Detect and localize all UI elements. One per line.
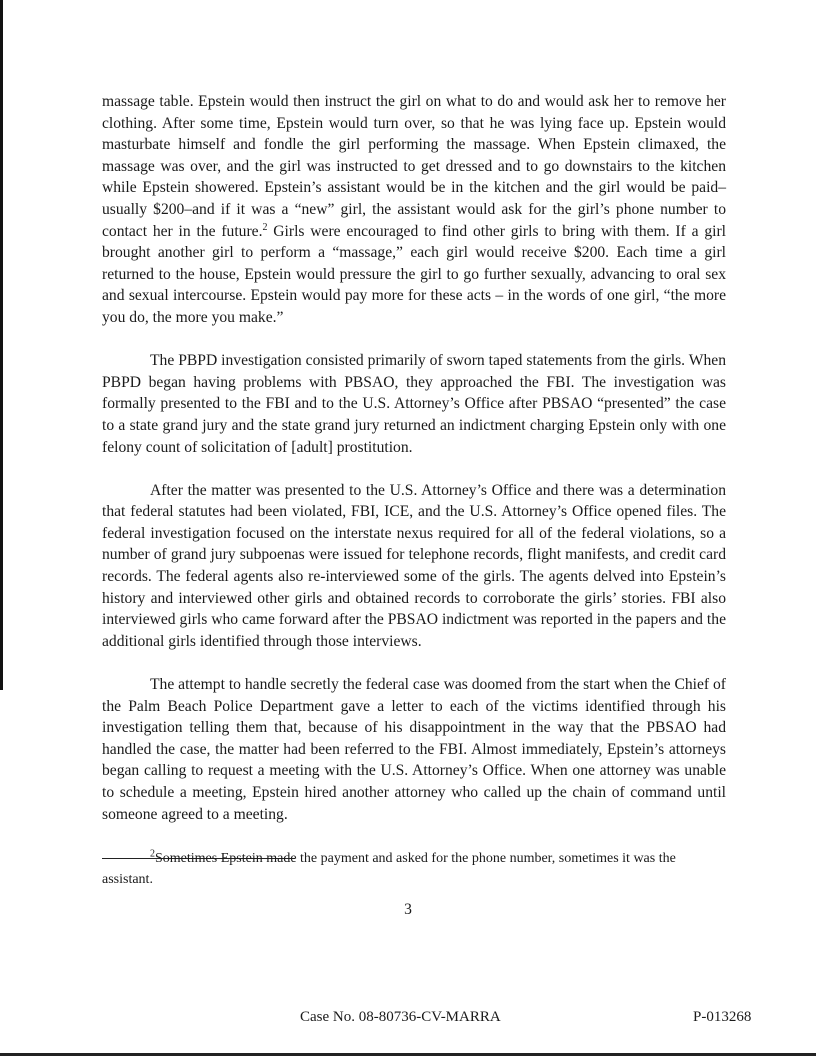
paragraph-1: [102, 91, 726, 329]
case-number: Case No. 08-80736-CV-MARRA: [300, 1009, 501, 1025]
bates-number: P-013268: [693, 1009, 752, 1025]
document-body: [102, 91, 726, 847]
footnote-marker: 2: [150, 848, 155, 860]
footnote: [102, 848, 726, 890]
paragraph-2: The PBPD investigation consisted primarily of sworn taped statements from the girls. When PBPD began having problems with PBSAO, they approached the FBI. The investigation was formally presented to the FBI and to the U.S. Attorney’s Office after PBSAO “presented” the case to a state grand jury and the state grand jury returned an indictment charging Epstein only with one felony count of solicitation of [adult] prostitution.: [102, 352, 726, 456]
paragraph-3: After the matter was presented to the U.S. Attorney’s Office and there was a determination that federal statutes had been violated, FBI, ICE, and the U.S. Attorney’s Office opened files. The federal investigation focused on the interstate nexus required for all of the federal violations, so a number of grand jury subpoenas were issued for telephone records, flight manifests, and credit card records. The federal agents also re-interviewed some of the girls. The agents delved into Epstein’s history and interviewed other girls and obtained records to corroborate the girls’ stories. FBI also interviewed girls who came forward after the PBSAO indictment was reported in the papers and the additional girls identified through those interviews.: [102, 481, 726, 650]
page-number: 3: [404, 901, 412, 918]
paragraph-1-text-after-ref: Girls were encouraged to find other girls to bring with them. If a girl brought another girl to perform a “massage,” each girl would receive $200. Each time a girl returned to the house, Epstein would pressure the girl to go further sexually, advancing to oral sex and sexual intercourse. Epstein would pay more for these acts – in the words of one girl, “the more you do, the more you make.”: [102, 222, 726, 326]
paragraph-1-text-before-ref: massage table. Epstein would then instruct the girl on what to do and would ask her to remove her clothing. After some time, Epstein would turn over, so that he was lying face up. Epstein would masturbate himself and fondle the girl performing the massage. When Epstein climaxed, the massage was over, and the girl was instructed to get dressed and to go downstairs to the kitchen while Epstein showered. Epstein’s assistant would be in the kitchen and the girl would be paid–usually $200–and if it was a “new” girl, the assistant would ask for the girl’s phone number to contact her in the future.: [102, 93, 726, 240]
footnote-reference: 2: [262, 221, 268, 233]
paragraph-4: The attempt to handle secretly the federal case was doomed from the start when the Chief of the Palm Beach Police Department gave a letter to each of the victims identified through his investigation telling them that, because of his disappointment in the way that the PBSAO had handled the case, the matter had been referred to the FBI. Almost immediately, Epstein’s attorneys began calling to request a meeting with the U.S. Attorney’s Office. When one attorney was unable to schedule a meeting, Epstein hired another attorney who called up the chain of command until someone agreed to a meeting.: [102, 676, 726, 823]
scan-edge-left: [0, 0, 3, 690]
footnote-text: Sometimes Epstein made the payment and asked for the phone number, sometimes it was the assistant.: [102, 851, 676, 887]
